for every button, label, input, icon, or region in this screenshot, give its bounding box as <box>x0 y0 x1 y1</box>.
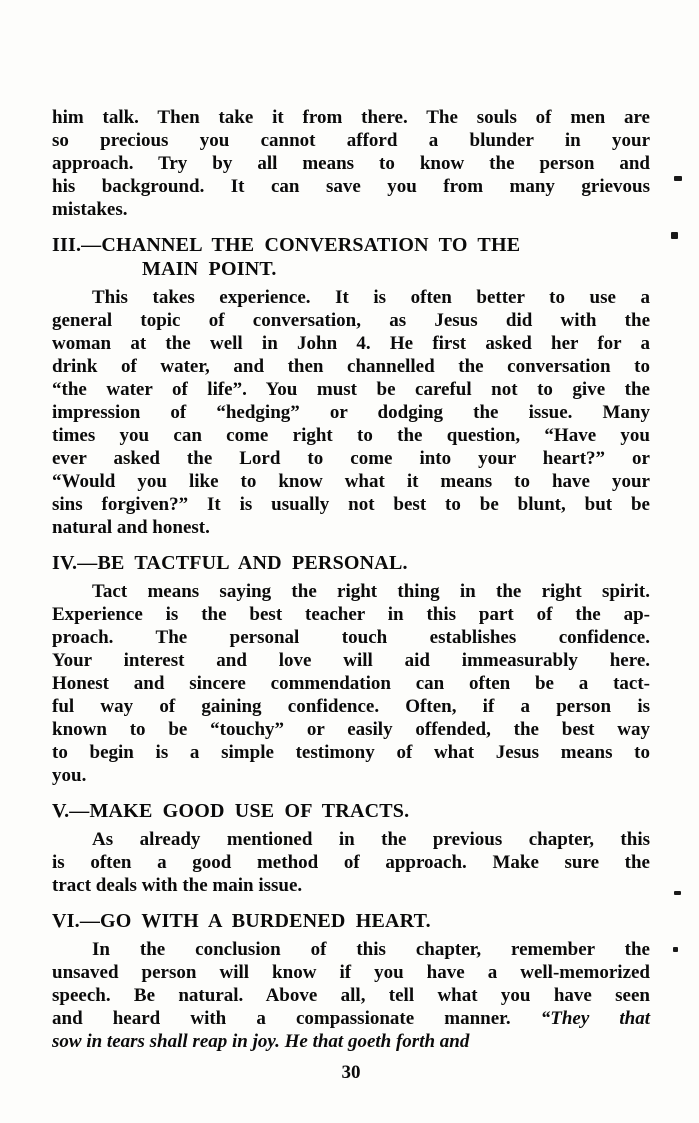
heading-line: IV.—BE TACTFUL AND PERSONAL. <box>52 552 408 574</box>
text-line: approach. Try by all means to know the person and <box>52 153 650 174</box>
paragraph <box>52 938 650 1053</box>
text-line: This takes experience. It is often better to use a <box>92 287 650 308</box>
text-line: known to be “touchy” or easily offended, the best way <box>52 719 650 740</box>
scripture-quote: sow in tears shall reap in joy. He that goeth forth and <box>52 1031 470 1052</box>
text-line: his background. It can save you from many grievous <box>52 176 650 197</box>
heading-line: III.—CHANNEL THE CONVERSATION TO THE <box>52 234 521 256</box>
text-line: As already mentioned in the previous chapter, this <box>92 829 650 850</box>
text-line: woman at the well in John 4. He first asked her for a <box>52 333 650 354</box>
text-line: him talk. Then take it from there. The souls of men are <box>52 107 650 128</box>
section-heading <box>52 551 650 575</box>
text-line: “the water of life”. You must be careful not to give the <box>52 379 650 400</box>
text-line: proach. The personal touch establishes confidence. <box>52 627 650 648</box>
text-line: is often a good method of approach. Make sure the <box>52 852 650 873</box>
text-line: “Would you like to know what it means to have your <box>52 471 650 492</box>
scripture-quote: “They that <box>540 1008 650 1029</box>
paragraph <box>52 828 650 897</box>
text-line: impression of “hedging” or dodging the issue. Many <box>52 402 650 423</box>
text-line: tract deals with the main issue. <box>52 875 303 896</box>
paragraph <box>52 580 650 787</box>
scan-speck <box>674 176 682 181</box>
text-line <box>52 1007 650 1030</box>
text-line: Experience is the best teacher in this part of the ap- <box>52 604 650 625</box>
text-line: mistakes. <box>52 199 128 220</box>
scan-speck <box>673 947 678 952</box>
text-line: ever asked the Lord to come into your heart?” or <box>52 448 650 469</box>
paragraph <box>52 286 650 539</box>
text-line: unsaved person will know if you have a well-memorized <box>52 962 650 983</box>
scan-speck <box>674 891 681 895</box>
text-line: In the conclusion of this chapter, remember the <box>92 939 650 960</box>
text-line: Tact means saying the right thing in the right spirit. <box>92 581 650 602</box>
heading-line: VI.—GO WITH A BURDENED HEART. <box>52 910 431 932</box>
text-line: so precious you cannot afford a blunder in your <box>52 130 650 151</box>
text-line: drink of water, and then channelled the conversation to <box>52 356 650 377</box>
section-heading <box>52 909 650 933</box>
text-line <box>52 1030 650 1053</box>
page-number: 30 <box>341 1062 361 1083</box>
text-line: Honest and sincere commendation can often be a tact- <box>52 673 650 694</box>
heading-line: MAIN POINT. <box>142 258 277 280</box>
section-heading <box>52 233 650 281</box>
text-line: Your interest and love will aid immeasurably here. <box>52 650 650 671</box>
text-line: to begin is a simple testimony of what Jesus means to <box>52 742 650 763</box>
heading-line: V.—MAKE GOOD USE OF TRACTS. <box>52 800 410 822</box>
text-line: speech. Be natural. Above all, tell what you have seen <box>52 985 650 1006</box>
scan-speck <box>671 232 678 239</box>
text-line: sins forgiven?” It is usually not best to be blunt, but be <box>52 494 650 515</box>
text-line: you. <box>52 765 87 786</box>
text-segment: and heard with a compassionate manner. <box>52 1008 541 1029</box>
text-line: ful way of gaining confidence. Often, if a person is <box>52 696 650 717</box>
text-line: general topic of conversation, as Jesus did with the <box>52 310 650 331</box>
text-line: natural and honest. <box>52 517 210 538</box>
text-line: times you can come right to the question, “Have you <box>52 425 650 446</box>
section-heading <box>52 799 650 823</box>
paragraph <box>52 106 650 221</box>
page-text <box>52 106 650 1053</box>
